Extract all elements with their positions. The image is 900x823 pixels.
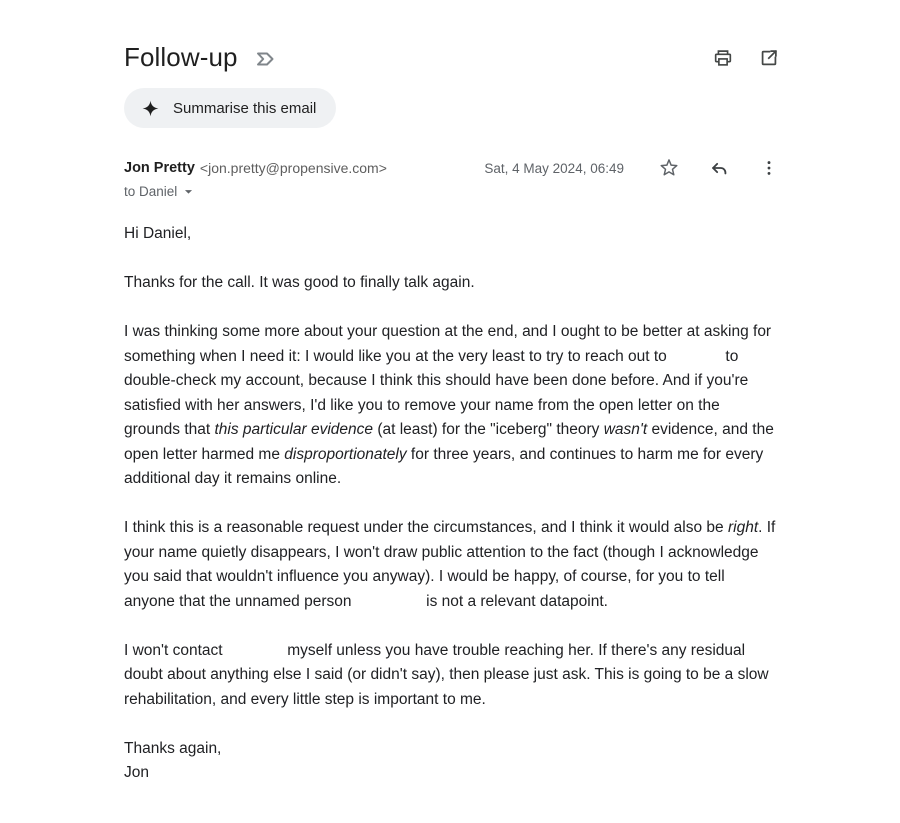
email-header	[124, 42, 780, 73]
text-segment: evidence, and the open letter harmed me	[124, 421, 774, 463]
text-segment: for three years, and continues to harm me for every additional day it remains online.	[124, 445, 764, 487]
redacted-text	[671, 360, 721, 361]
text-segment: I think this is a reasonable request under the circumstances, and I think it would also be	[124, 519, 728, 536]
email-paragraph	[124, 222, 779, 247]
email-body	[124, 222, 779, 786]
text-segment: Thanks again,	[124, 739, 222, 757]
text-segment: myself unless you have trouble reaching her. If there's any residual doubt about anything else I said (or didn't say), then please just ask. This is going to be a slow rehabilitation, and every little step is important to me.	[124, 641, 769, 708]
message-meta	[484, 157, 780, 179]
text-segment: this particular evidence	[214, 421, 374, 438]
text-segment: Jon	[124, 764, 149, 781]
text-segment: right	[727, 519, 759, 536]
text-segment: . If your name quietly disappears, I won't draw public attention to the fact (though I acknowledge you said that wouldn't influence you anyway). I would be happy, of course, for you to tell anyone that the unnamed person	[124, 519, 776, 610]
redacted-text	[356, 605, 422, 606]
email-paragraph	[124, 737, 779, 786]
text-segment: is not a relevant datapoint.	[421, 592, 608, 610]
sender-row	[124, 157, 780, 179]
message-date: Sat, 4 May 2024, 06:49	[484, 160, 624, 176]
more-options-button[interactable]	[758, 157, 780, 179]
redacted-text	[227, 654, 283, 655]
text-segment: I was thinking some more about your question at the end, and I ought to be better at asking for something when I need it: I would like you at the very least to try to reach out to	[124, 323, 772, 365]
sender-email: <jon.pretty@propensive.com>	[199, 160, 387, 176]
print-button[interactable]	[712, 47, 734, 69]
email-subject: Follow-up	[124, 42, 238, 72]
text-segment: I won't contact	[124, 641, 227, 659]
summarize-email-button[interactable]	[124, 88, 336, 128]
recipient-details-button[interactable]	[124, 183, 197, 200]
subject-wrap	[124, 42, 277, 73]
chevron-down-icon	[180, 183, 197, 200]
recipient-label: to Daniel	[124, 184, 178, 199]
sender-name: Jon Pretty	[124, 160, 195, 176]
text-segment: disproportionately	[284, 445, 407, 463]
sparkle-icon	[141, 99, 160, 118]
open-in-new-button[interactable]	[758, 47, 780, 69]
summarize-label: Summarise this email	[173, 99, 317, 117]
star-button[interactable]	[658, 157, 680, 179]
label-icon[interactable]	[253, 47, 277, 71]
email-paragraph	[124, 639, 779, 713]
email-paragraph	[124, 271, 779, 296]
text-segment: Hi Daniel,	[124, 225, 192, 242]
email-paragraph	[124, 516, 779, 614]
text-segment: wasn't	[603, 421, 648, 438]
email-paragraph	[124, 320, 779, 492]
text-segment: (at least) for the "iceberg" theory	[373, 421, 604, 438]
text-segment: Thanks for the call. It was good to finally talk again.	[124, 274, 475, 291]
header-actions	[712, 47, 780, 69]
recipient-row	[124, 183, 780, 201]
text-segment: to double-check my account, because I think this should have been done before. And if you're satisfied with her answers, I'd like you to remove your name from the open letter on the grounds that	[124, 347, 749, 438]
reply-button[interactable]	[708, 157, 730, 179]
